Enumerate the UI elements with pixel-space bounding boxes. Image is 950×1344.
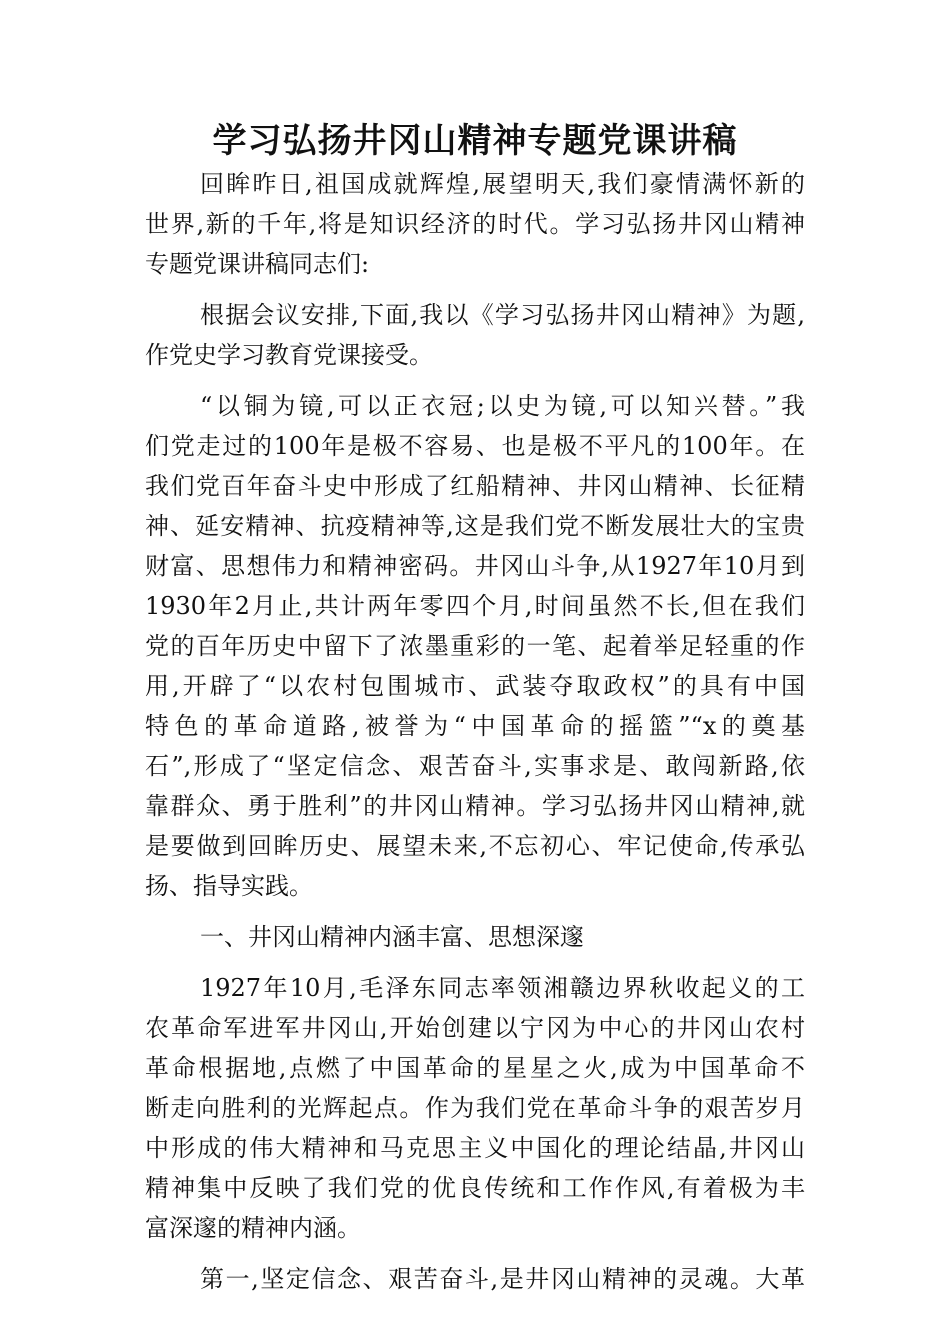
- text-line: 一、井冈山精神内涵丰富、思想深邃: [200, 923, 584, 951]
- text-line: 第一,坚定信念、艰苦奋斗,是井冈山精神的灵魂。大革: [200, 1265, 805, 1293]
- text-line: 专题党课讲稿同志们:: [145, 250, 370, 278]
- document-body: [145, 164, 805, 1299]
- text-line: 精神集中反映了我们党的优良传统和工作作风,有着极为丰: [145, 1174, 805, 1202]
- text-line: 党的百年历史中留下了浓墨重彩的一笔、起着举足轻重的作: [145, 632, 805, 660]
- text-line: 特色的革命道路,被誉为“中国革命的摇篮”“x的奠基: [145, 712, 805, 740]
- paragraph: [145, 968, 805, 1248]
- paragraph: [145, 917, 805, 957]
- text-line: 农革命军进军井冈山,开始创建以宁冈为中心的井冈山农村: [145, 1014, 805, 1042]
- text-line: 根据会议安排,下面,我以《学习弘扬井冈山精神》为题,: [200, 301, 805, 329]
- text-line: 们党走过的100年是极不容易、也是极不平凡的100年。在: [145, 432, 805, 460]
- text-line: “以铜为镜,可以正衣冠;以史为镜,可以知兴替。”我: [200, 392, 805, 420]
- paragraph-gap: [145, 284, 805, 295]
- paragraph: [145, 164, 805, 284]
- paragraph-gap: [145, 1248, 805, 1259]
- text-line: 中形成的伟大精神和马克思主义中国化的理论结晶,井冈山: [145, 1134, 805, 1162]
- document-title: 学习弘扬井冈山精神专题党课讲稿: [212, 121, 738, 161]
- paragraph-gap: [145, 906, 805, 917]
- text-line: 是要做到回眸历史、展望未来,不忘初心、牢记使命,传承弘: [145, 832, 805, 860]
- paragraph-gap: [145, 375, 805, 386]
- paragraph: [145, 295, 805, 375]
- text-line: 石”,形成了“坚定信念、艰苦奋斗,实事求是、敢闯新路,依: [145, 752, 805, 780]
- text-line: 1930年2月止,共计两年零四个月,时间虽然不长,但在我们: [145, 592, 805, 620]
- text-line: 财富、思想伟力和精神密码。井冈山斗争,从1927年10月到: [145, 552, 805, 580]
- text-line: 靠群众、勇于胜利”的井冈山精神。学习弘扬井冈山精神,就: [145, 792, 805, 820]
- text-line: 革命根据地,点燃了中国革命的星星之火,成为中国革命不: [145, 1054, 805, 1082]
- text-line: 回眸昨日,祖国成就辉煌,展望明天,我们豪情满怀新的: [200, 170, 805, 198]
- paragraph: [145, 1259, 805, 1299]
- text-line: 富深邃的精神内涵。: [145, 1214, 361, 1242]
- text-line: 断走向胜利的光辉起点。作为我们党在革命斗争的艰苦岁月: [145, 1094, 805, 1122]
- paragraph: [145, 386, 805, 906]
- text-line: 世界,新的千年,将是知识经济的时代。学习弘扬井冈山精神: [145, 210, 805, 238]
- text-line: 作党史学习教育党课接受。: [145, 341, 433, 369]
- text-line: 我们党百年奋斗史中形成了红船精神、井冈山精神、长征精: [145, 472, 805, 500]
- text-line: 扬、指导实践。: [145, 872, 313, 900]
- text-line: 1927年10月,毛泽东同志率领湘赣边界秋收起义的工: [200, 974, 805, 1002]
- paragraph-gap: [145, 957, 805, 968]
- text-line: 用,开辟了“以农村包围城市、武装夺取政权”的具有中国: [145, 672, 805, 700]
- text-line: 神、延安精神、抗疫精神等,这是我们党不断发展壮大的宝贵: [145, 512, 805, 540]
